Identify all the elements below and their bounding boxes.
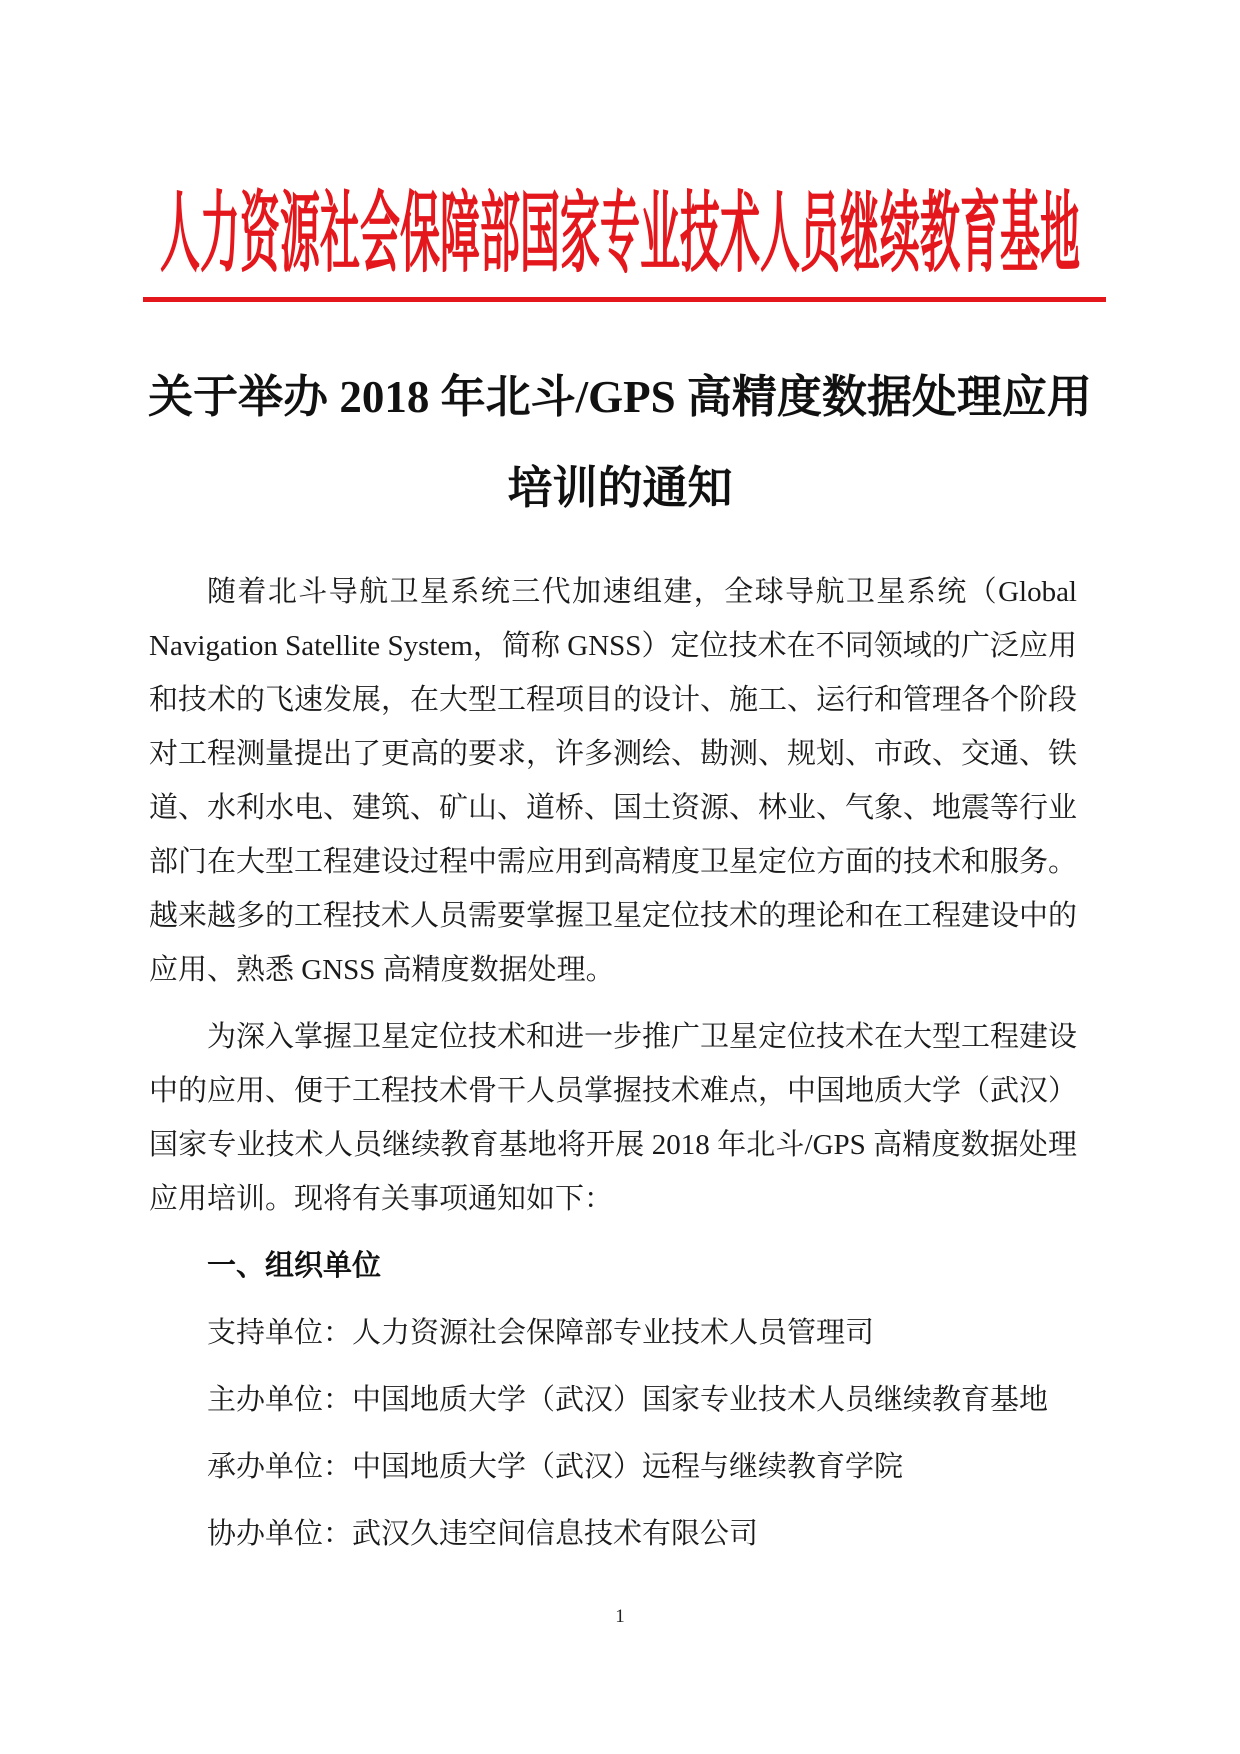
body-paragraph-1: 随着北斗导航卫星系统三代加速组建，全球导航卫星系统（Global Navigation Satellite System，简称 GNSS）定位技术在不同领域的广泛应用和技术的飞速发展，在大型工程项目的设计、施工、运行和管理各个阶段对工程测量提出了更高的要求，许多测绘、勘测、规划、市政、交通、铁道、水利水电、建筑、矿山、道桥、国土资源、林业、气象、地震等行业部门在大型工程建设过程中需应用到高精度卫星定位方面的技术和服务。越来越多的工程技术人员需要掌握卫星定位技术的理论和在工程建设中的应用、熟悉 GNSS 高精度数据处理。 (149, 576, 1078, 986)
notice-body (149, 565, 1077, 1574)
notice-title (0, 352, 1240, 534)
letterhead-banner (0, 184, 1240, 286)
page-number: 1 (615, 1606, 625, 1627)
letterhead-divider (143, 297, 1106, 302)
organizer-item-support: 支持单位：人力资源社会保障部专业技术人员管理司 (207, 1317, 875, 1349)
body-paragraph-2: 为深入掌握卫星定位技术和进一步推广卫星定位技术在大型工程建设中的应用、便于工程技术骨干人员掌握技术难点，中国地质大学（武汉）国家专业技术人员继续教育基地将开展 2018 年北斗/GPS 高精度数据处理应用培训。现将有关事项通知如下： (149, 1021, 1078, 1215)
organizer-item-host: 主办单位：中国地质大学（武汉）国家专业技术人员继续教育基地 (207, 1384, 1049, 1416)
section-heading-organizers: 一、组织单位 (207, 1250, 382, 1282)
notice-title-line-2: 培训的通知 (507, 463, 733, 513)
letterhead-title: 人力资源社会保障部国家专业技术人员继续教育基地 (160, 184, 1080, 286)
organizer-item-co-organizer: 协办单位：武汉久违空间信息技术有限公司 (207, 1518, 759, 1550)
organizer-item-undertaker: 承办单位：中国地质大学（武汉）远程与继续教育学院 (207, 1451, 904, 1483)
notice-title-line-1: 关于举办 2018 年北斗/GPS 高精度数据处理应用 (148, 372, 1092, 422)
